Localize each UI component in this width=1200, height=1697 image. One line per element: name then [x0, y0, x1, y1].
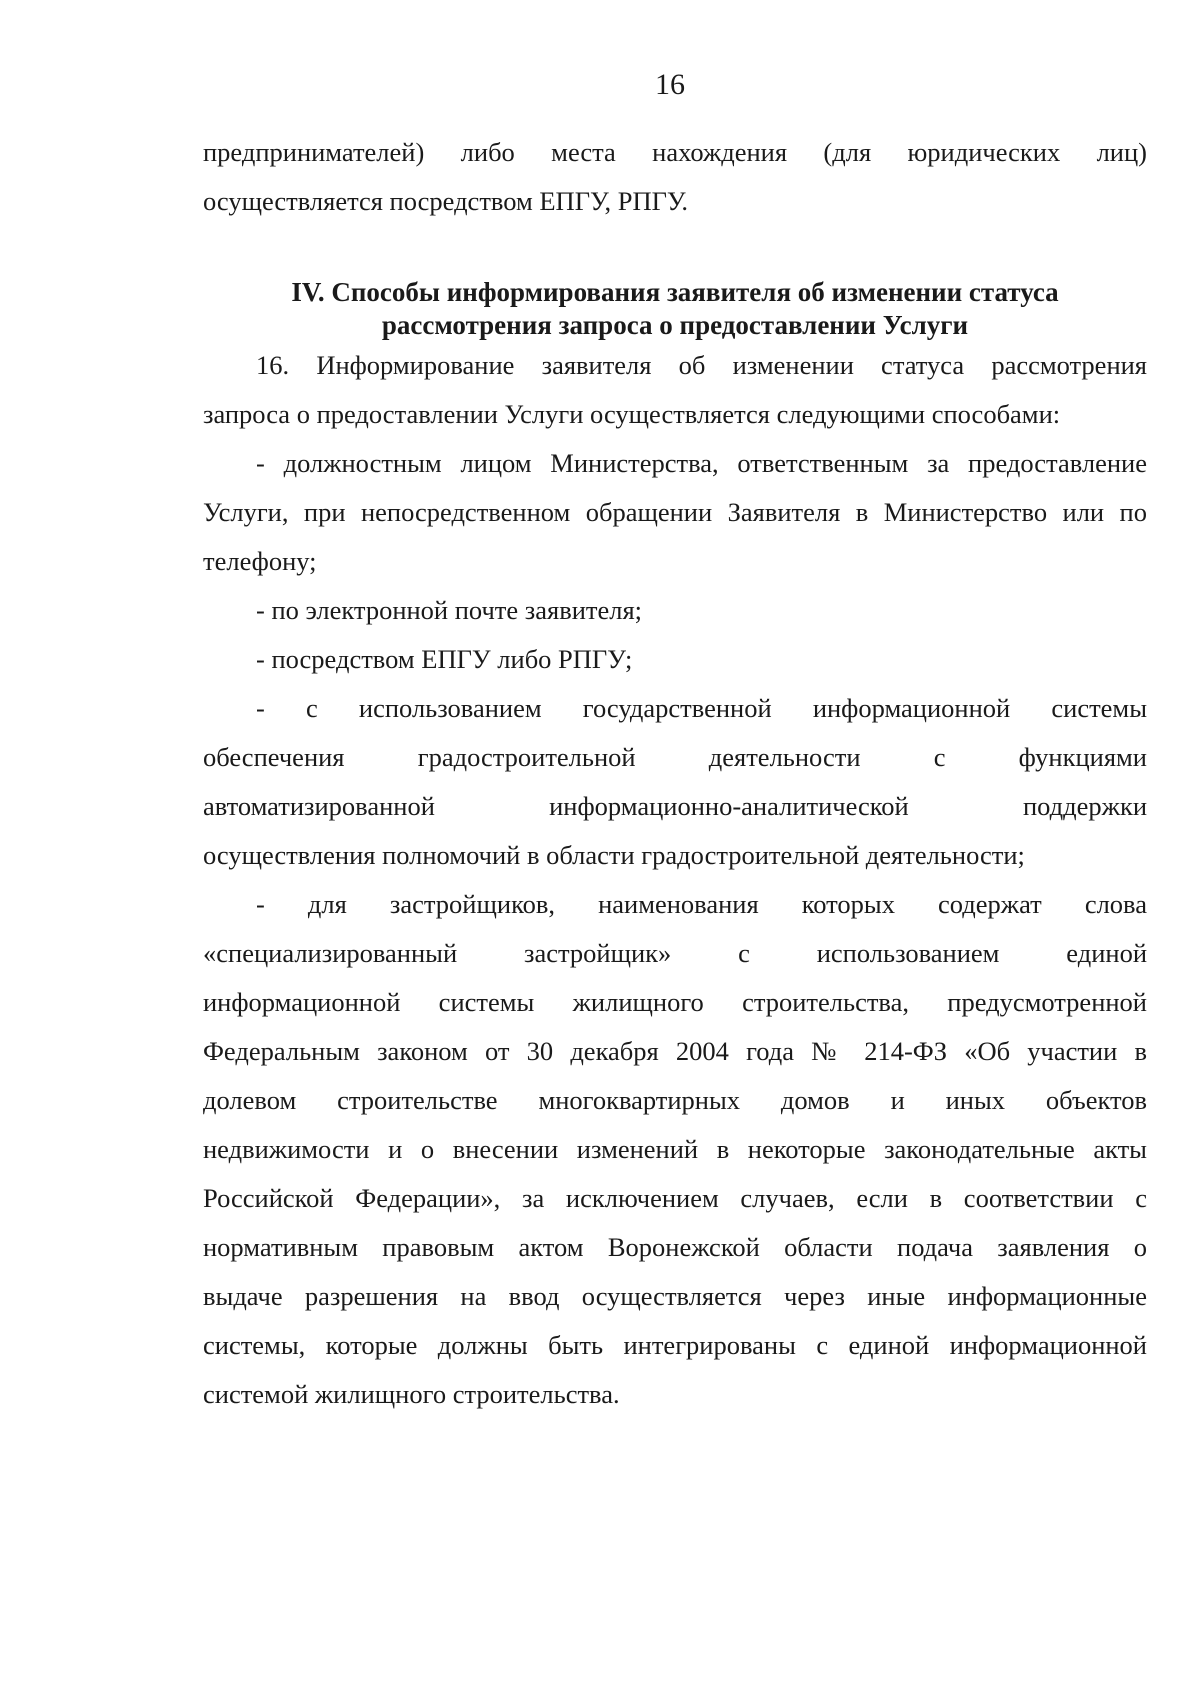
list-item-developers-line-5: долевом строительстве многоквартирных домов и иных объектов: [203, 1085, 1147, 1115]
section-heading-line-2: рассмотрения запроса о предоставлении Услуги: [381, 310, 969, 340]
list-item-developers-line-1: - для застройщиков, наименования которых содержат слова: [256, 889, 1147, 919]
list-item-gis-line-4: осуществления полномочий в области градостроительной деятельности;: [203, 840, 1025, 870]
list-item-developers-line-11: системой жилищного строительства.: [203, 1379, 620, 1409]
list-item-official-line-3: телефону;: [203, 546, 317, 576]
section-heading: [203, 276, 1147, 342]
intro-line-2: осуществляется посредством ЕПГУ, РПГУ.: [203, 186, 688, 216]
list-item-developers-line-10: системы, которые должны быть интегрированы с единой информационной: [203, 1330, 1147, 1360]
list-item-developers-line-4: Федеральным законом от 30 декабря 2004 года № 214-ФЗ «Об участии в: [203, 1036, 1147, 1066]
list-item-gis-line-2: обеспечения градостроительной деятельности с функциями: [203, 742, 1147, 772]
list-item-developers-line-8: нормативным правовым актом Воронежской области подача заявления о: [203, 1232, 1147, 1262]
paragraph-16: [203, 341, 1147, 439]
paragraph-16-line-2: запроса о предоставлении Услуги осуществляется следующими способами:: [203, 399, 1061, 429]
paragraph-16-line-1: 16. Информирование заявителя об изменении статуса рассмотрения: [256, 350, 1147, 380]
list-item-portal-line: - посредством ЕПГУ либо РПГУ;: [256, 644, 633, 674]
section-heading-line-1: IV. Способы информирования заявителя об изменении статуса: [291, 277, 1059, 307]
list-item-gis-line-1: - с использованием государственной информационной системы: [256, 693, 1147, 723]
list-item-developers-line-7: Российской Федерации», за исключением случаев, если в соответствии с: [203, 1183, 1147, 1213]
list-item-developers-line-3: информационной системы жилищного строительства, предусмотренной: [203, 987, 1147, 1017]
intro-line-1: предпринимателей) либо места нахождения (для юридических лиц): [203, 137, 1147, 167]
list-item-email: [203, 586, 1147, 635]
page-number: 16: [655, 68, 685, 101]
intro-paragraph: [203, 128, 1147, 226]
list-item-official-line-2: Услуги, при непосредственном обращении Заявителя в Министерство или по: [203, 497, 1147, 527]
list-item-official-line-1: - должностным лицом Министерства, ответственным за предоставление: [256, 448, 1147, 478]
list-item-gis: [203, 684, 1147, 880]
list-item-developers-line-9: выдаче разрешения на ввод осуществляется через иные информационные: [203, 1281, 1147, 1311]
list-item-developers-line-6: недвижимости и о внесении изменений в некоторые законодательные акты: [203, 1134, 1147, 1164]
list-item-portal: [203, 635, 1147, 684]
list-item-gis-line-3: автоматизированной информационно-аналитической поддержки: [203, 791, 1147, 821]
list-item-developers: [203, 880, 1147, 1419]
list-item-official: [203, 439, 1147, 586]
list-item-email-line: - по электронной почте заявителя;: [256, 595, 643, 625]
list-item-developers-line-2: «специализированный застройщик» с использованием единой: [203, 938, 1147, 968]
